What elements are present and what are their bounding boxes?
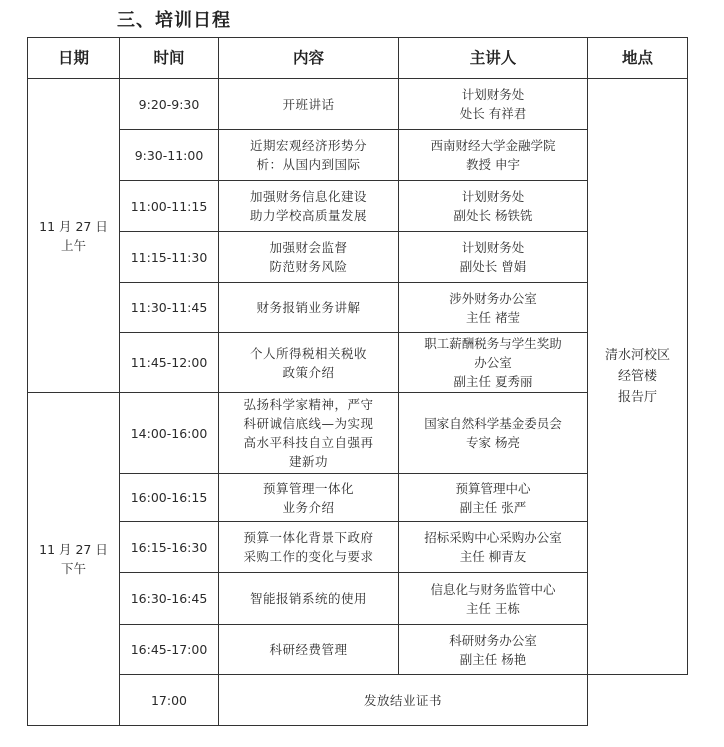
speaker-cell: 科研财务办公室 副主任 杨艳 [399, 625, 588, 675]
time-cell: 11:30-11:45 [120, 283, 219, 333]
content-cell: 智能报销系统的使用 [219, 573, 399, 625]
venue-line: 报告厅 [617, 390, 657, 405]
date-cell-afternoon [28, 393, 120, 726]
table-header-row [28, 38, 688, 79]
venue-line: 经管楼 [617, 369, 657, 384]
venue-cell [588, 79, 688, 675]
speaker-cell: 计划财务处 副处长 杨铁铣 [399, 181, 588, 232]
table-row [28, 79, 688, 130]
time-cell: 16:30-16:45 [120, 573, 219, 625]
speaker-cell: 信息化与财务监管中心 主任 王栋 [399, 573, 588, 625]
speaker-cell: 招标采购中心采购办公室 主任 柳青友 [399, 522, 588, 573]
content-cell: 加强财务信息化建设 助力学校高质量发展 [219, 181, 399, 232]
speaker-cell: 西南财经大学金融学院 教授 申宇 [399, 130, 588, 181]
header-time: 时间 [120, 38, 219, 79]
content-cell: 财务报销业务讲解 [219, 283, 399, 333]
header-venue: 地点 [588, 38, 688, 79]
header-content: 内容 [219, 38, 399, 79]
speaker-cell: 预算管理中心 副主任 张严 [399, 474, 588, 522]
content-cell: 个人所得税相关税收 政策介绍 [219, 333, 399, 393]
header-speaker: 主讲人 [399, 38, 588, 79]
time-cell: 16:15-16:30 [120, 522, 219, 573]
date-period: 下午 [60, 561, 86, 576]
venue-line: 清水河校区 [604, 348, 670, 363]
schedule-table [27, 37, 688, 726]
header-date: 日期 [28, 38, 120, 79]
content-cell: 科研经费管理 [219, 625, 399, 675]
date-period: 上午 [60, 237, 86, 253]
content-cell: 开班讲话 [219, 79, 399, 130]
speaker-cell: 国家自然科学基金委员会 专家 杨亮 [399, 393, 588, 474]
time-cell: 11:45-12:00 [120, 333, 219, 393]
content-cell: 近期宏观经济形势分 析：从国内到国际 [219, 130, 399, 181]
time-cell: 9:30-11:00 [120, 130, 219, 181]
speaker-cell: 涉外财务办公室 主任 褚莹 [399, 283, 588, 333]
date-cell-morning [28, 79, 120, 393]
content-cell: 预算管理一体化 业务介绍 [219, 474, 399, 522]
time-cell: 11:00-11:15 [120, 181, 219, 232]
time-cell: 14:00-16:00 [120, 393, 219, 474]
speaker-cell: 计划财务处 处长 有祥君 [399, 79, 588, 130]
content-cell: 预算一体化背景下政府 采购工作的变化与要求 [219, 522, 399, 573]
content-cell: 发放结业证书 [219, 675, 588, 726]
speaker-cell: 计划财务处 副处长 曾娟 [399, 232, 588, 283]
time-cell: 16:00-16:15 [120, 474, 219, 522]
content-cell: 加强财会监督 防范财务风险 [219, 232, 399, 283]
speaker-cell: 职工薪酬税务与学生奖助 办公室 副主任 夏秀丽 [399, 333, 588, 393]
time-cell: 9:20-9:30 [120, 79, 219, 130]
time-cell: 16:45-17:00 [120, 625, 219, 675]
content-cell: 弘扬科学家精神，严守 科研诚信底线—为实现 高水平科技自立自强再 建新功 [219, 393, 399, 474]
table-row [28, 675, 688, 726]
time-cell: 11:15-11:30 [120, 232, 219, 283]
time-cell: 17:00 [120, 675, 219, 726]
date-day: 11 月 27 日 [39, 542, 108, 557]
date-day: 11 月 27 日 [39, 218, 108, 234]
section-title: 三、培训日程 [117, 10, 231, 31]
